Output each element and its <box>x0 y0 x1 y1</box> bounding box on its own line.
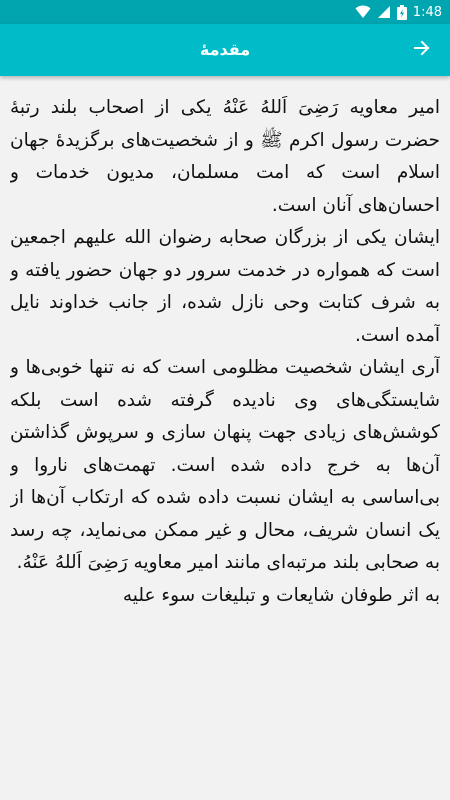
paragraph-3: آری ایشان شخصیت مظلومی است که نه تنها خوبی‌ها و شایستگی‌های وی نادیده گرفته شده است بلکه کوشش‌های زیادی جهت پنهان سازی و سرپوش گذاشتن آن‌ها به خرج داده شده است. تهمت‌های ناروا و بی‌اساسی به ایشان نسبت داده شده که ارتکاب آن‌ها از یک انسان شریف، محال و غیر ممکن می‌نماید، چه رسد به صحابی بلند مرتبه‌ای مانند امیر معاویه رَضِیَ اَللهُ عَنْهُ. <box>10 357 440 573</box>
back-button[interactable] <box>402 30 442 70</box>
status-time: 1:48 <box>412 4 442 20</box>
status-bar <box>0 0 450 24</box>
arrow-right-icon <box>413 39 431 61</box>
article-body[interactable] <box>10 92 440 800</box>
paragraph-2: ایشان یکی از بزرگان صحابه رضوان الله علیهم اجمعین است که همواره در خدمت سرور دو جهان حضور یافته و به شرف کتابت وحی نازل شده، از جانب خداوند نایل آمده است. <box>10 227 440 346</box>
page-title: مقدمهٔ <box>199 40 251 59</box>
paragraph-1: امیر معاویه رَضِیَ اَللهُ عَنْهُ یکی از اصحاب بلند رتبهٔ حضرت رسول اکرم ﷺ و از شخصیت‌های برگزیدهٔ جهان اسلام است که امت مسلمان، مدیون خدمات و احسان‌های آنان است. <box>10 97 440 216</box>
app-bar <box>0 24 450 76</box>
signal-icon <box>377 5 391 19</box>
wifi-icon <box>355 5 371 19</box>
paragraph-4: به اثر طوفان شایعات و تبلیغات سوء علیه <box>122 584 440 606</box>
battery-icon <box>397 5 407 20</box>
